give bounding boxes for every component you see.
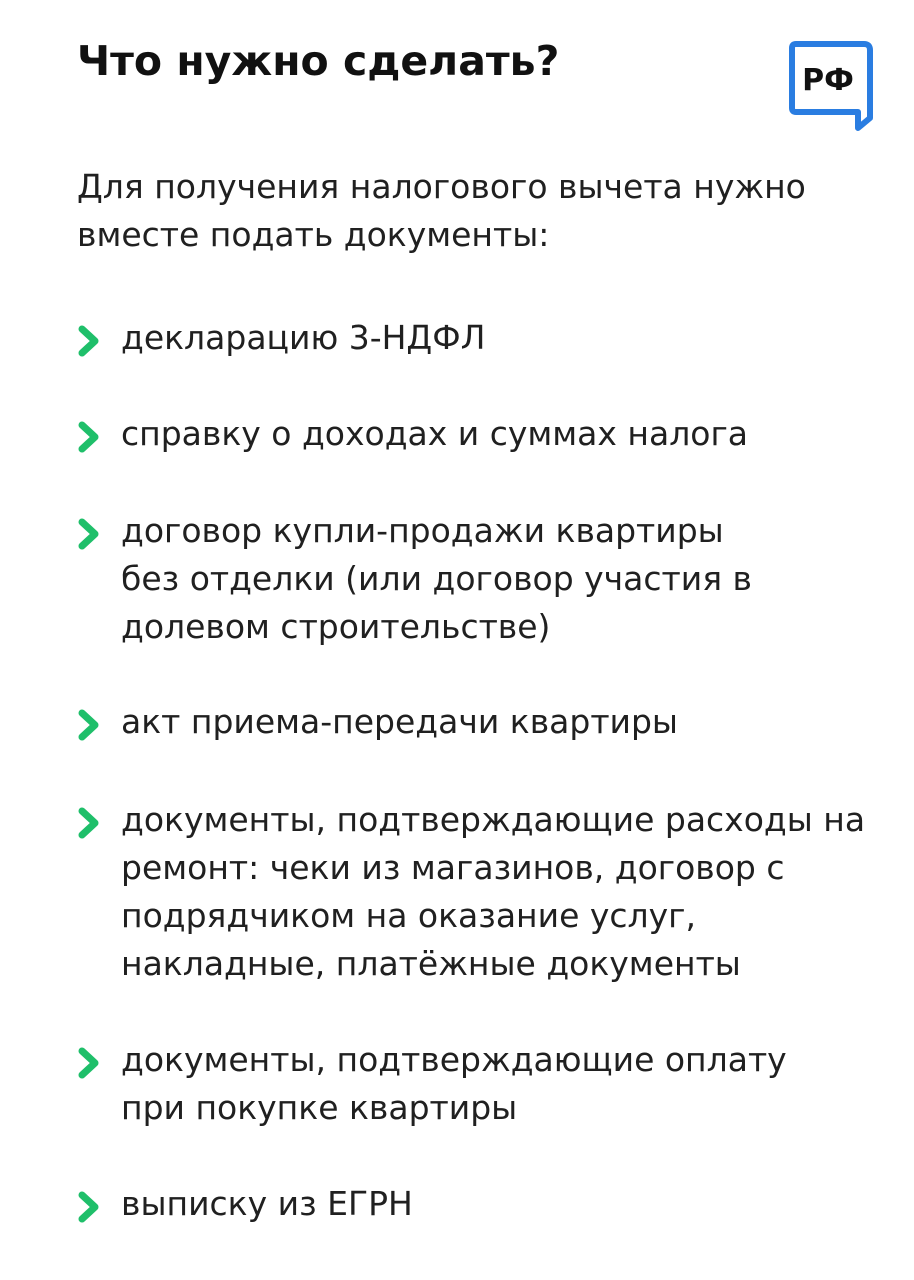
list-item-text: документы, подтверждающие расходы на ремонт: чеки из магазинов, договор с подрядчиком на оказание услуг, накладные, платёжные документы xyxy=(121,800,866,983)
list-item-text: договор купли-продажи квартиры без отделки (или договор участия в долевом строительстве) xyxy=(121,511,752,646)
list-item xyxy=(77,507,867,651)
list-item xyxy=(77,796,867,988)
list-item xyxy=(77,1180,867,1228)
list-item xyxy=(77,698,867,746)
chevron-right-icon xyxy=(77,421,101,453)
page-title: Что нужно сделать? xyxy=(77,37,560,85)
chevron-right-icon xyxy=(77,807,101,839)
list-item-text: документы, подтверждающие оплату при покупке квартиры xyxy=(121,1040,787,1127)
list-item-text: акт приема-передачи квартиры xyxy=(121,702,678,741)
list-item xyxy=(77,410,867,458)
chevron-right-icon xyxy=(77,709,101,741)
logo-text: РФ xyxy=(802,63,854,98)
chevron-right-icon xyxy=(77,325,101,357)
chevron-right-icon xyxy=(77,1191,101,1223)
list-item xyxy=(77,1036,867,1132)
list-item-text: справку о доходах и суммах налога xyxy=(121,414,749,453)
chevron-right-icon xyxy=(77,1047,101,1079)
chevron-right-icon xyxy=(77,518,101,550)
intro-text: Для получения налогового вычета нужно вместе подать документы: xyxy=(77,167,806,254)
list-item-text: декларацию 3-НДФЛ xyxy=(121,318,486,357)
list-item xyxy=(77,314,867,362)
rf-logo xyxy=(788,40,874,132)
speech-bubble-logo-icon xyxy=(788,40,874,132)
list-item-text: выписку из ЕГРН xyxy=(121,1184,413,1223)
